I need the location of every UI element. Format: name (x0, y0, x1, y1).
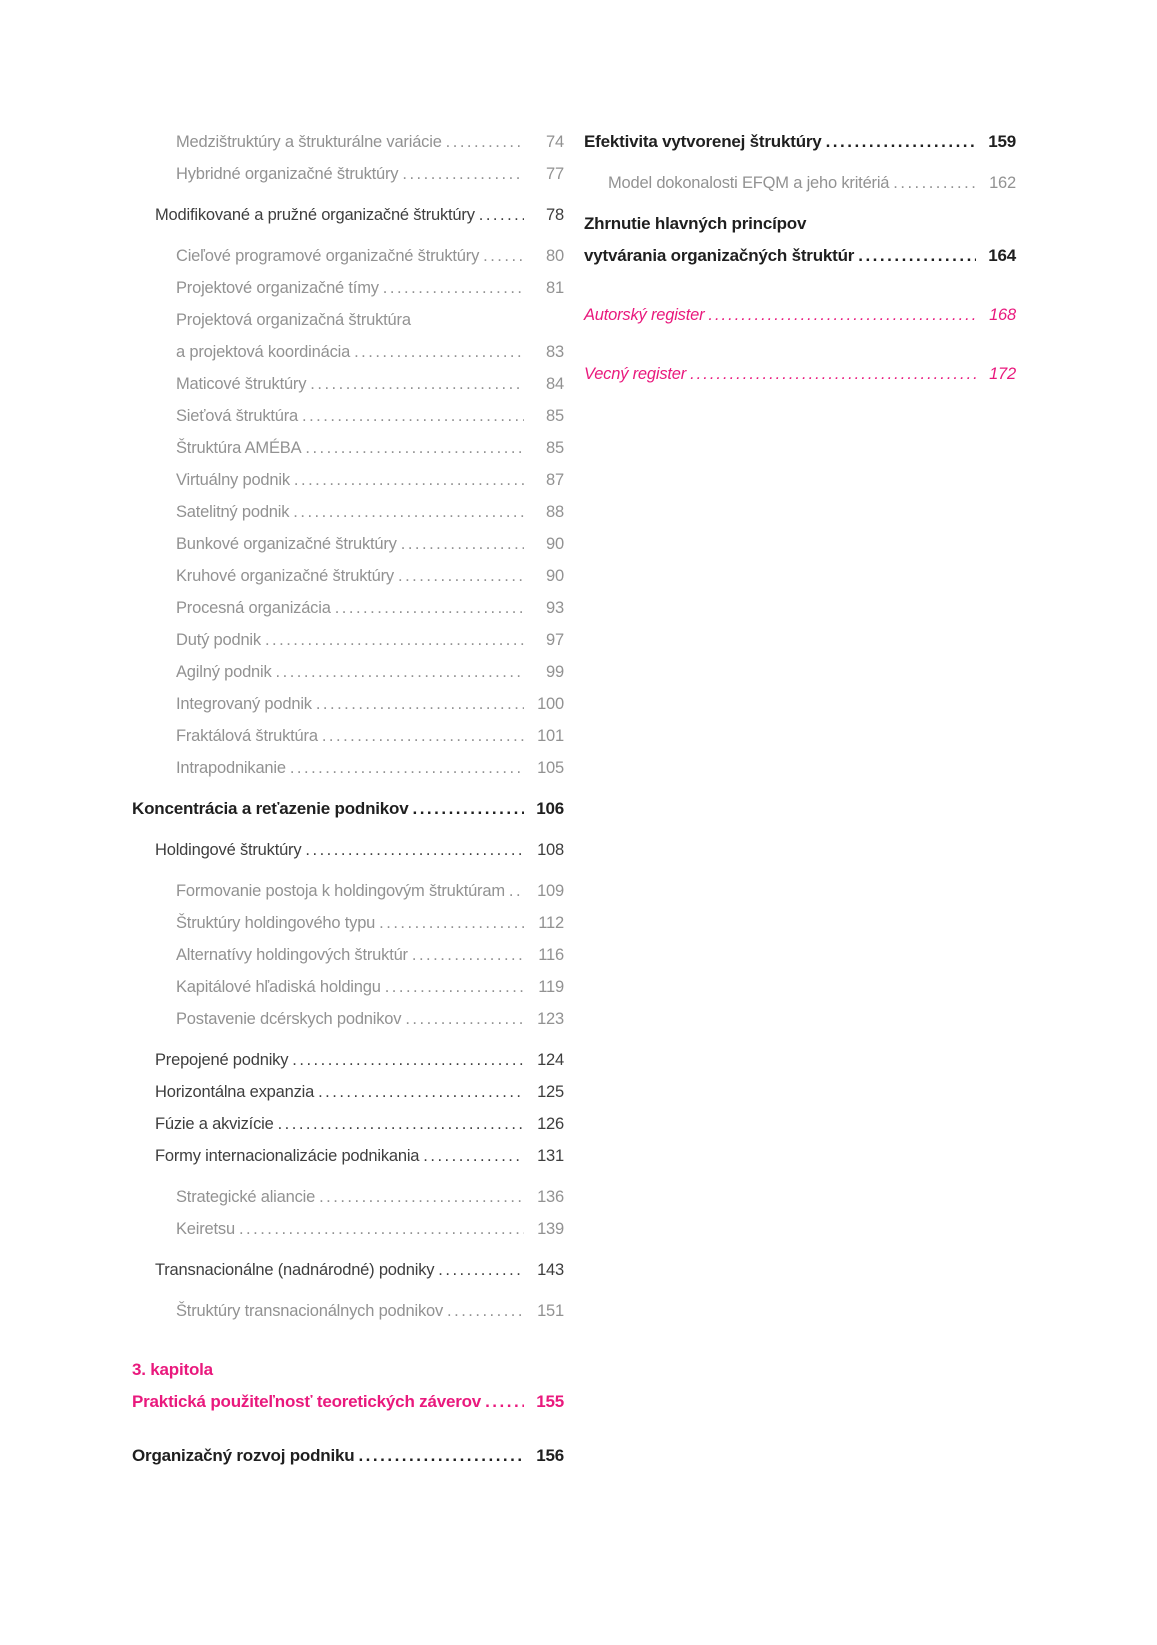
toc-entry-page: 77 (546, 165, 564, 183)
dot-leader (316, 688, 524, 720)
toc-entry-label: Intrapodnikanie (176, 759, 286, 777)
toc-entry-label: Agilný podnik (176, 663, 272, 681)
toc-entry-label: Formy internacionalizácie podnikania (155, 1147, 420, 1165)
toc-entry-page: 168 (989, 306, 1016, 324)
toc-entry-label: Štruktúra AMÉBA (176, 439, 302, 457)
toc-entry-page: 162 (989, 174, 1016, 192)
toc-entry-label: vytvárania organizačných štruktúr (584, 246, 855, 265)
toc-entry-label: Horizontálna expanzia (155, 1083, 315, 1101)
toc-entry-page: 100 (537, 695, 564, 713)
toc-entry-label: Projektová organizačná štruktúra (176, 311, 411, 329)
toc-right-column (584, 126, 1016, 390)
toc-entry-page: 74 (546, 133, 564, 151)
toc-entry (132, 432, 564, 464)
toc-entry-line (176, 752, 564, 784)
toc-entry-label: Virtuálny podnik (176, 471, 290, 489)
toc-entry (132, 126, 564, 158)
dot-leader (383, 272, 524, 304)
toc-entry-line (176, 560, 564, 592)
toc-entry (132, 592, 564, 624)
toc-entry-page: 88 (546, 503, 564, 521)
dot-leader (893, 167, 976, 199)
toc-entry (132, 1295, 564, 1327)
dot-leader (305, 432, 524, 464)
dot-leader (335, 592, 524, 624)
dot-leader (423, 1140, 524, 1172)
toc-entry-label: Kapitálové hľadiská holdingu (176, 978, 381, 996)
toc-entry-line (176, 656, 564, 688)
toc-entry (132, 158, 564, 190)
dot-leader (302, 400, 524, 432)
toc-entry-label: Cieľové programové organizačné štruktúry (176, 247, 480, 265)
toc-entry-line (176, 720, 564, 752)
toc-entry (132, 834, 564, 866)
dot-leader (318, 1076, 524, 1108)
toc-entry-page: 90 (546, 535, 564, 553)
toc-entry-page: 99 (546, 663, 564, 681)
toc-entry (132, 400, 564, 432)
toc-entry-line (584, 126, 1016, 158)
toc-entry-page: 123 (537, 1010, 564, 1028)
dot-leader (293, 496, 524, 528)
dot-leader (858, 240, 976, 272)
toc-entry-page: 81 (546, 279, 564, 297)
toc-entry-line (176, 272, 564, 304)
toc-entry-line (176, 496, 564, 528)
toc-entry (132, 1076, 564, 1108)
dot-leader (438, 1254, 524, 1286)
toc-entry-label: Model dokonalosti EFQM a jeho kritériá (608, 174, 890, 192)
toc-entry (132, 496, 564, 528)
toc-entry (132, 720, 564, 752)
toc-entry-page: 172 (989, 365, 1016, 383)
toc-entry (132, 464, 564, 496)
toc-entry-page: 85 (546, 407, 564, 425)
toc-entry (132, 656, 564, 688)
toc-entry (132, 971, 564, 1003)
toc-entry-line (155, 1044, 564, 1076)
toc-entry (584, 299, 1016, 331)
dot-leader (509, 875, 524, 907)
toc-entry-line (155, 834, 564, 866)
toc-entry (132, 624, 564, 656)
toc-entry (132, 1440, 564, 1472)
toc-entry (132, 1140, 564, 1172)
toc-entry-line (176, 528, 564, 560)
toc-entry-label: Efektivita vytvorenej štruktúry (584, 132, 822, 151)
dot-leader (354, 336, 524, 368)
toc-entry-label: Praktická použiteľnosť teoretických záverov (132, 1392, 482, 1411)
toc-entry-page: 136 (537, 1188, 564, 1206)
dot-leader (305, 834, 524, 866)
toc-entry-line (176, 368, 564, 400)
toc-entry (132, 368, 564, 400)
toc-entry-page: 85 (546, 439, 564, 457)
toc-entry-line (176, 875, 564, 907)
toc-entry-label: 3. kapitola (132, 1360, 213, 1379)
toc-entry-page: 125 (537, 1083, 564, 1101)
dot-leader (708, 299, 976, 331)
toc-entry-label: Alternatívy holdingových štruktúr (176, 946, 408, 964)
toc-entry-line (132, 1440, 564, 1472)
toc-entry-line (176, 1181, 564, 1213)
dot-leader (826, 126, 976, 158)
toc-entry-line (608, 167, 1016, 199)
toc-left-column (132, 126, 564, 1472)
toc-entry-line (132, 1354, 564, 1386)
toc-entry-line (584, 208, 1016, 240)
dot-leader (479, 199, 524, 231)
dot-leader (412, 793, 524, 825)
toc-entry (132, 560, 564, 592)
toc-entry-label: Procesná organizácia (176, 599, 331, 617)
toc-entry-page: 109 (537, 882, 564, 900)
toc-entry-label: Kruhové organizačné štruktúry (176, 567, 394, 585)
toc-entry-line (584, 358, 1016, 390)
dot-leader (358, 1440, 524, 1472)
toc-entry (132, 1181, 564, 1213)
toc-entry-label: Bunkové organizačné štruktúry (176, 535, 397, 553)
toc-entry-page: 90 (546, 567, 564, 585)
toc-entry-page: 119 (538, 978, 564, 996)
toc-entry (132, 1213, 564, 1245)
toc-entry (132, 272, 564, 304)
toc-entry (132, 1354, 564, 1418)
dot-leader (278, 1108, 524, 1140)
toc-entry-page: 124 (537, 1051, 564, 1069)
toc-entry-line (176, 907, 564, 939)
dot-leader (290, 752, 524, 784)
toc-entry-line (176, 158, 564, 190)
toc-entry (132, 304, 564, 368)
toc-entry-label: Štruktúry holdingového typu (176, 914, 376, 932)
toc-entry (132, 793, 564, 825)
dot-leader (483, 240, 524, 272)
toc-entry-label: Zhrnutie hlavných princípov (584, 214, 807, 233)
toc-entry (132, 1254, 564, 1286)
toc-entry-label: Organizačný rozvoj podniku (132, 1446, 355, 1465)
toc-entry-page: 164 (988, 246, 1016, 265)
dot-leader (405, 1003, 524, 1035)
toc-entry-label: Formovanie postoja k holdingovým štruktúram (176, 882, 505, 900)
toc-entry-page: 139 (537, 1220, 564, 1238)
dot-leader (398, 560, 524, 592)
toc-entry-label: Maticové štruktúry (176, 375, 307, 393)
toc-entry (132, 1044, 564, 1076)
toc-entry-line (176, 432, 564, 464)
toc-entry-label: Vecný register (584, 365, 687, 383)
toc-entry (132, 1108, 564, 1140)
toc-entry-line (155, 1076, 564, 1108)
dot-leader (292, 1044, 524, 1076)
dot-leader (379, 907, 524, 939)
toc-entry-label: Autorský register (584, 306, 705, 324)
toc-entry-label: Prepojené podniky (155, 1051, 289, 1069)
toc-entry-label: Medzištruktúry a štrukturálne variácie (176, 133, 442, 151)
toc-entry (584, 358, 1016, 390)
toc-entry-page: 87 (546, 471, 564, 489)
toc-entry-page: 83 (546, 343, 564, 361)
toc-entry-label: Transnacionálne (nadnárodné) podniky (155, 1261, 435, 1279)
toc-entry-label: Hybridné organizačné štruktúry (176, 165, 399, 183)
toc-entry (584, 126, 1016, 158)
toc-entry-label: Projektové organizačné tímy (176, 279, 379, 297)
toc-entry-line (155, 199, 564, 231)
toc-entry-line (176, 592, 564, 624)
toc-entry-label: Satelitný podnik (176, 503, 290, 521)
toc-entry-label: Dutý podnik (176, 631, 261, 649)
toc-entry (132, 907, 564, 939)
toc-entry-page: 78 (546, 206, 564, 224)
toc-entry-label: Holdingové štruktúry (155, 841, 302, 859)
toc-entry (132, 199, 564, 231)
dot-leader (322, 720, 524, 752)
toc-entry-line (176, 1295, 564, 1327)
dot-leader (319, 1181, 524, 1213)
toc-entry-label: Štruktúry transnacionálnych podnikov (176, 1302, 444, 1320)
toc-entry-line (176, 126, 564, 158)
toc-entry-page: 159 (988, 132, 1016, 151)
toc-entry-line (584, 240, 1016, 272)
toc-entry-line (176, 971, 564, 1003)
toc-entry-line (155, 1140, 564, 1172)
toc-entry (132, 1003, 564, 1035)
toc-entry-line (176, 1003, 564, 1035)
toc-entry-label: Keiretsu (176, 1220, 235, 1238)
toc-entry-label: Strategické aliancie (176, 1188, 316, 1206)
toc-entry-line (176, 400, 564, 432)
toc-entry-label: Sieťová štruktúra (176, 407, 299, 425)
dot-leader (402, 158, 524, 190)
dot-leader (485, 1386, 524, 1418)
dot-leader (294, 464, 524, 496)
toc-entry-label: Koncentrácia a reťazenie podnikov (132, 799, 409, 818)
toc-entry-page: 97 (546, 631, 564, 649)
toc-entry-page: 84 (546, 375, 564, 393)
toc-entry-label: Modifikované a pružné organizačné štruktúry (155, 206, 475, 224)
toc-entry-line (176, 1213, 564, 1245)
toc-entry (584, 167, 1016, 199)
toc-entry-line (176, 624, 564, 656)
toc-entry (584, 208, 1016, 272)
toc-entry-label: Fúzie a akvizície (155, 1115, 274, 1133)
toc-entry-page: 156 (536, 1446, 564, 1465)
toc-entry-page: 106 (536, 799, 564, 818)
dot-leader (239, 1213, 524, 1245)
toc-entry-page: 108 (537, 841, 564, 859)
toc-entry-line (132, 793, 564, 825)
toc-entry-page: 151 (537, 1302, 564, 1320)
dot-leader (265, 624, 524, 656)
toc-entry-line (176, 304, 564, 336)
toc-entry-page: 80 (546, 247, 564, 265)
toc-entry-line (176, 939, 564, 971)
dot-leader (412, 939, 524, 971)
toc-entry (132, 240, 564, 272)
toc-entry-line (132, 1386, 564, 1418)
dot-leader (385, 971, 524, 1003)
dot-leader (276, 656, 524, 688)
toc-entry (132, 875, 564, 907)
toc-entry (132, 939, 564, 971)
toc-entry-line (155, 1108, 564, 1140)
toc-entry-label: Integrovaný podnik (176, 695, 312, 713)
dot-leader (447, 1295, 524, 1327)
toc-entry-page: 105 (537, 759, 564, 777)
dot-leader (401, 528, 524, 560)
toc-entry (132, 528, 564, 560)
toc-entry (132, 752, 564, 784)
toc-entry-line (176, 464, 564, 496)
toc-entry-label: Fraktálová štruktúra (176, 727, 318, 745)
dot-leader (690, 358, 976, 390)
dot-leader (310, 368, 524, 400)
toc-entry-page: 131 (537, 1147, 564, 1165)
toc-entry-page: 155 (536, 1392, 564, 1411)
dot-leader (446, 126, 524, 158)
toc-entry-line (176, 336, 564, 368)
toc-entry-page: 101 (537, 727, 564, 745)
toc-entry-page: 112 (538, 914, 564, 932)
toc-entry-page: 143 (537, 1261, 564, 1279)
toc-entry-line (155, 1254, 564, 1286)
toc-entry-page: 116 (538, 946, 564, 964)
toc-entry-page: 126 (537, 1115, 564, 1133)
toc-entry-line (176, 688, 564, 720)
toc-entry (132, 688, 564, 720)
toc-entry-line (176, 240, 564, 272)
toc-entry-label: a projektová koordinácia (176, 343, 351, 361)
toc-entry-label: Postavenie dcérskych podnikov (176, 1010, 402, 1028)
toc-entry-line (584, 299, 1016, 331)
toc-entry-page: 93 (546, 599, 564, 617)
